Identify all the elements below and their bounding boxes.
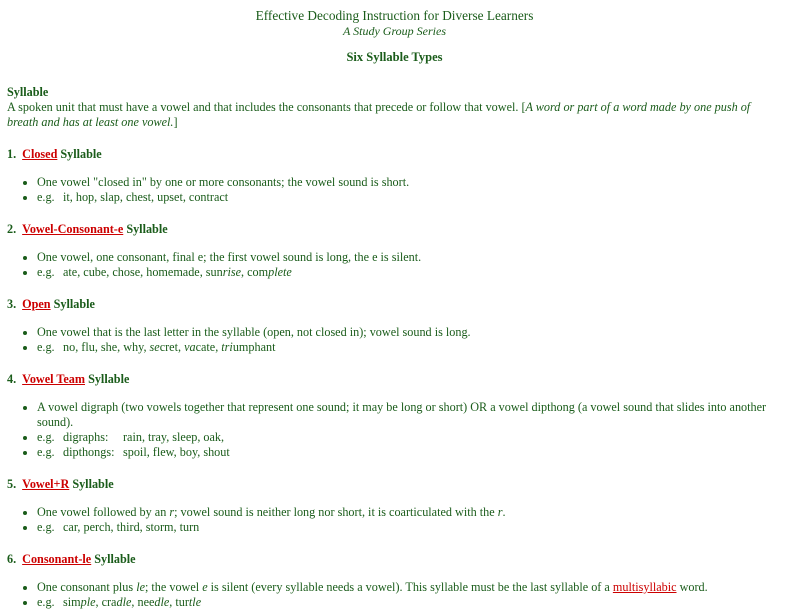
digraphs-label: digraphs: — [63, 430, 109, 444]
example-italic: se — [149, 340, 160, 354]
example-italic: rise — [222, 265, 242, 279]
definition-term: Syllable — [7, 85, 49, 99]
example-italic: va — [184, 340, 196, 354]
list-item: • One vowel "closed in" by one or more consonants; the vowel sound is short. — [37, 175, 782, 190]
vowel-team-link[interactable]: Vowel Team — [22, 372, 86, 386]
list-item: • A vowel digraph (two vowels together that represent one sound; it may be long or short) OR a vowel dipthong (a vowel sound that slides into another sound). — [37, 400, 782, 430]
syllable-type-open — [7, 297, 782, 312]
example-words: cret, — [159, 340, 185, 354]
multisyllabic-link[interactable]: multisyllabic — [612, 580, 677, 594]
example-words: no, flu, she, why, — [63, 340, 150, 354]
example-words: umphant — [232, 340, 276, 354]
vowel-r-link[interactable]: Vowel+R — [22, 477, 70, 491]
vowel-consonant-e-link[interactable]: Vowel-Consonant-e — [22, 222, 124, 236]
list-item — [37, 520, 782, 535]
desc-text: ; the vowel — [144, 580, 203, 594]
example-italic: plete — [268, 265, 292, 279]
definition-close: ] — [173, 115, 178, 129]
type-number: 1. — [7, 147, 17, 161]
list-item — [37, 505, 782, 520]
document — [0, 7, 788, 610]
example-words: sim — [63, 595, 81, 609]
example-words: , nee — [131, 595, 155, 609]
list-item — [37, 595, 782, 610]
type-suffix: Syllable — [94, 552, 136, 566]
definition-italic: A word or part of a word made by one push of breath and has at least one vowel. — [7, 100, 751, 129]
open-list — [7, 325, 782, 355]
list-item — [37, 430, 782, 445]
desc-italic: le — [136, 580, 145, 594]
type-number: 5. — [7, 477, 17, 491]
example-italic: tle — [188, 595, 202, 609]
type-number: 4. — [7, 372, 17, 386]
syllable-type-vce — [7, 222, 782, 237]
example-words: it, hop, slap, chest, upset, contract — [63, 190, 229, 204]
eg-label: e.g. — [37, 340, 55, 354]
desc-italic: e — [202, 580, 208, 594]
definition-main: A spoken unit that must have a vowel and that includes the consonants that precede or follow that vowel. [ — [7, 100, 526, 114]
eg-label: e.g. — [37, 430, 55, 444]
example-italic: dle — [154, 595, 170, 609]
example-words: , tur — [169, 595, 189, 609]
eg-label: e.g. — [37, 265, 55, 279]
dipthongs-label: dipthongs: — [63, 445, 115, 459]
list-item: • One vowel that is the last letter in the syllable (open, not closed in); vowel sound is long. — [37, 325, 782, 340]
vowel-r-list — [7, 505, 782, 535]
type-suffix: Syllable — [72, 477, 114, 491]
example-words: cate, — [195, 340, 222, 354]
section-title: Six Syllable Types — [346, 50, 443, 64]
type-suffix: Syllable — [88, 372, 130, 386]
definition-text — [7, 100, 782, 130]
type-suffix: Syllable — [53, 297, 95, 311]
example-words: ate, cube, chose, homemade, sun — [63, 265, 223, 279]
list-item — [37, 340, 782, 355]
type-number: 6. — [7, 552, 17, 566]
syllable-type-consonant-le — [7, 552, 782, 567]
eg-label: e.g. — [37, 595, 55, 609]
desc-text: One consonant plus — [37, 580, 137, 594]
desc-text: is silent (every syllable needs a vowel). This syllable must be the last syllable of a — [207, 580, 613, 594]
example-italic: dle — [116, 595, 132, 609]
consonant-le-link[interactable]: Consonant-le — [22, 552, 92, 566]
desc-italic: r — [169, 505, 175, 519]
page-subtitle: A Study Group Series — [343, 24, 446, 38]
type-suffix: Syllable — [126, 222, 168, 236]
desc-text: . — [502, 505, 506, 519]
example-italic: tri — [221, 340, 233, 354]
vowel-team-list — [7, 400, 782, 460]
vce-list — [7, 250, 782, 280]
example-words: spoil, flew, boy, shout — [123, 445, 230, 459]
consonant-le-list — [7, 580, 782, 610]
eg-label: e.g. — [37, 445, 55, 459]
list-item: • One vowel, one consonant, final e; the first vowel sound is long, the e is silent. — [37, 250, 782, 265]
list-item — [37, 445, 782, 460]
desc-text: One vowel followed by an — [37, 505, 170, 519]
syllable-type-vowel-r — [7, 477, 782, 492]
example-words: , com — [241, 265, 269, 279]
example-words: car, perch, third, storm, turn — [63, 520, 200, 534]
type-suffix: Syllable — [60, 147, 102, 161]
eg-label: e.g. — [37, 520, 55, 534]
list-item — [37, 265, 782, 280]
example-words: rain, tray, sleep, oak, — [123, 430, 225, 444]
desc-text: word. — [676, 580, 708, 594]
desc-text: ; vowel sound is neither long nor short, it is coarticulated with the — [174, 505, 498, 519]
list-item — [37, 580, 782, 595]
list-item — [37, 190, 782, 205]
desc-italic: r — [497, 505, 503, 519]
type-number: 2. — [7, 222, 17, 236]
closed-list — [7, 175, 782, 205]
example-words: , cra — [95, 595, 117, 609]
closed-link[interactable]: Closed — [22, 147, 58, 161]
syllable-type-closed — [7, 147, 782, 162]
eg-label: e.g. — [37, 190, 55, 204]
example-italic: ple — [80, 595, 96, 609]
open-link[interactable]: Open — [22, 297, 51, 311]
type-number: 3. — [7, 297, 17, 311]
page-title: Effective Decoding Instruction for Diverse Learners — [255, 8, 534, 23]
syllable-type-vowel-team — [7, 372, 782, 387]
